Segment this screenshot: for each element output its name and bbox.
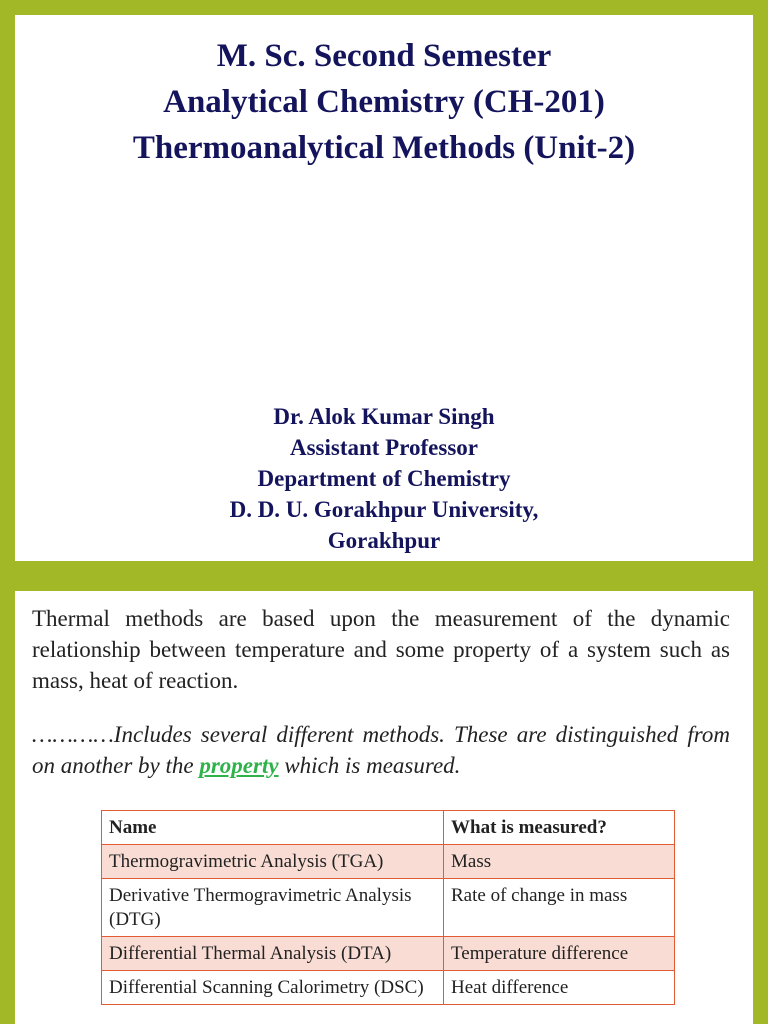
methods-paragraph-start: …………Includes several different methods. These are distinguished from on another by the <box>32 722 730 778</box>
title-line-3: Thermoanalytical Methods (Unit-2) <box>132 130 636 166</box>
method-name-cell: Differential Thermal Analysis (DTA) <box>102 937 444 971</box>
title-line-1: M. Sc. Second Semester <box>216 38 552 74</box>
methods-paragraph-end: which is measured. <box>278 753 461 778</box>
table-row <box>102 937 675 971</box>
methods-paragraph <box>32 719 730 781</box>
table-row <box>102 971 675 1005</box>
author-university: D. D. U. Gorakhpur University, <box>229 497 539 522</box>
author-info <box>15 401 753 556</box>
author-city: Gorakhpur <box>327 528 441 553</box>
intro-paragraph: Thermal methods are based upon the measurement of the dynamic relationship between temperature and some property of a system such as mass, heat of reaction. <box>32 606 730 693</box>
table-row <box>102 845 675 879</box>
method-name-cell: Derivative Thermogravimetric Analysis (DTG) <box>102 879 444 937</box>
table-header-row <box>102 811 675 845</box>
measured-cell: Rate of change in mass <box>444 879 675 937</box>
slide-title <box>15 33 753 171</box>
author-department: Department of Chemistry <box>257 466 511 491</box>
title-line-2: Analytical Chemistry (CH-201) <box>163 84 605 120</box>
content-slide <box>15 591 753 1024</box>
title-slide <box>15 15 753 561</box>
header-measured: What is measured? <box>444 811 675 845</box>
author-name: Dr. Alok Kumar Singh <box>273 404 495 429</box>
measured-cell: Temperature difference <box>444 937 675 971</box>
thermal-methods-table <box>101 810 675 1005</box>
measured-cell: Heat difference <box>444 971 675 1005</box>
author-designation: Assistant Professor <box>289 435 479 460</box>
method-name-cell: Thermogravimetric Analysis (TGA) <box>102 845 444 879</box>
method-name-cell: Differential Scanning Calorimetry (DSC) <box>102 971 444 1005</box>
property-highlight: property <box>199 753 279 778</box>
header-name: Name <box>102 811 444 845</box>
measured-cell: Mass <box>444 845 675 879</box>
table-row <box>102 879 675 937</box>
